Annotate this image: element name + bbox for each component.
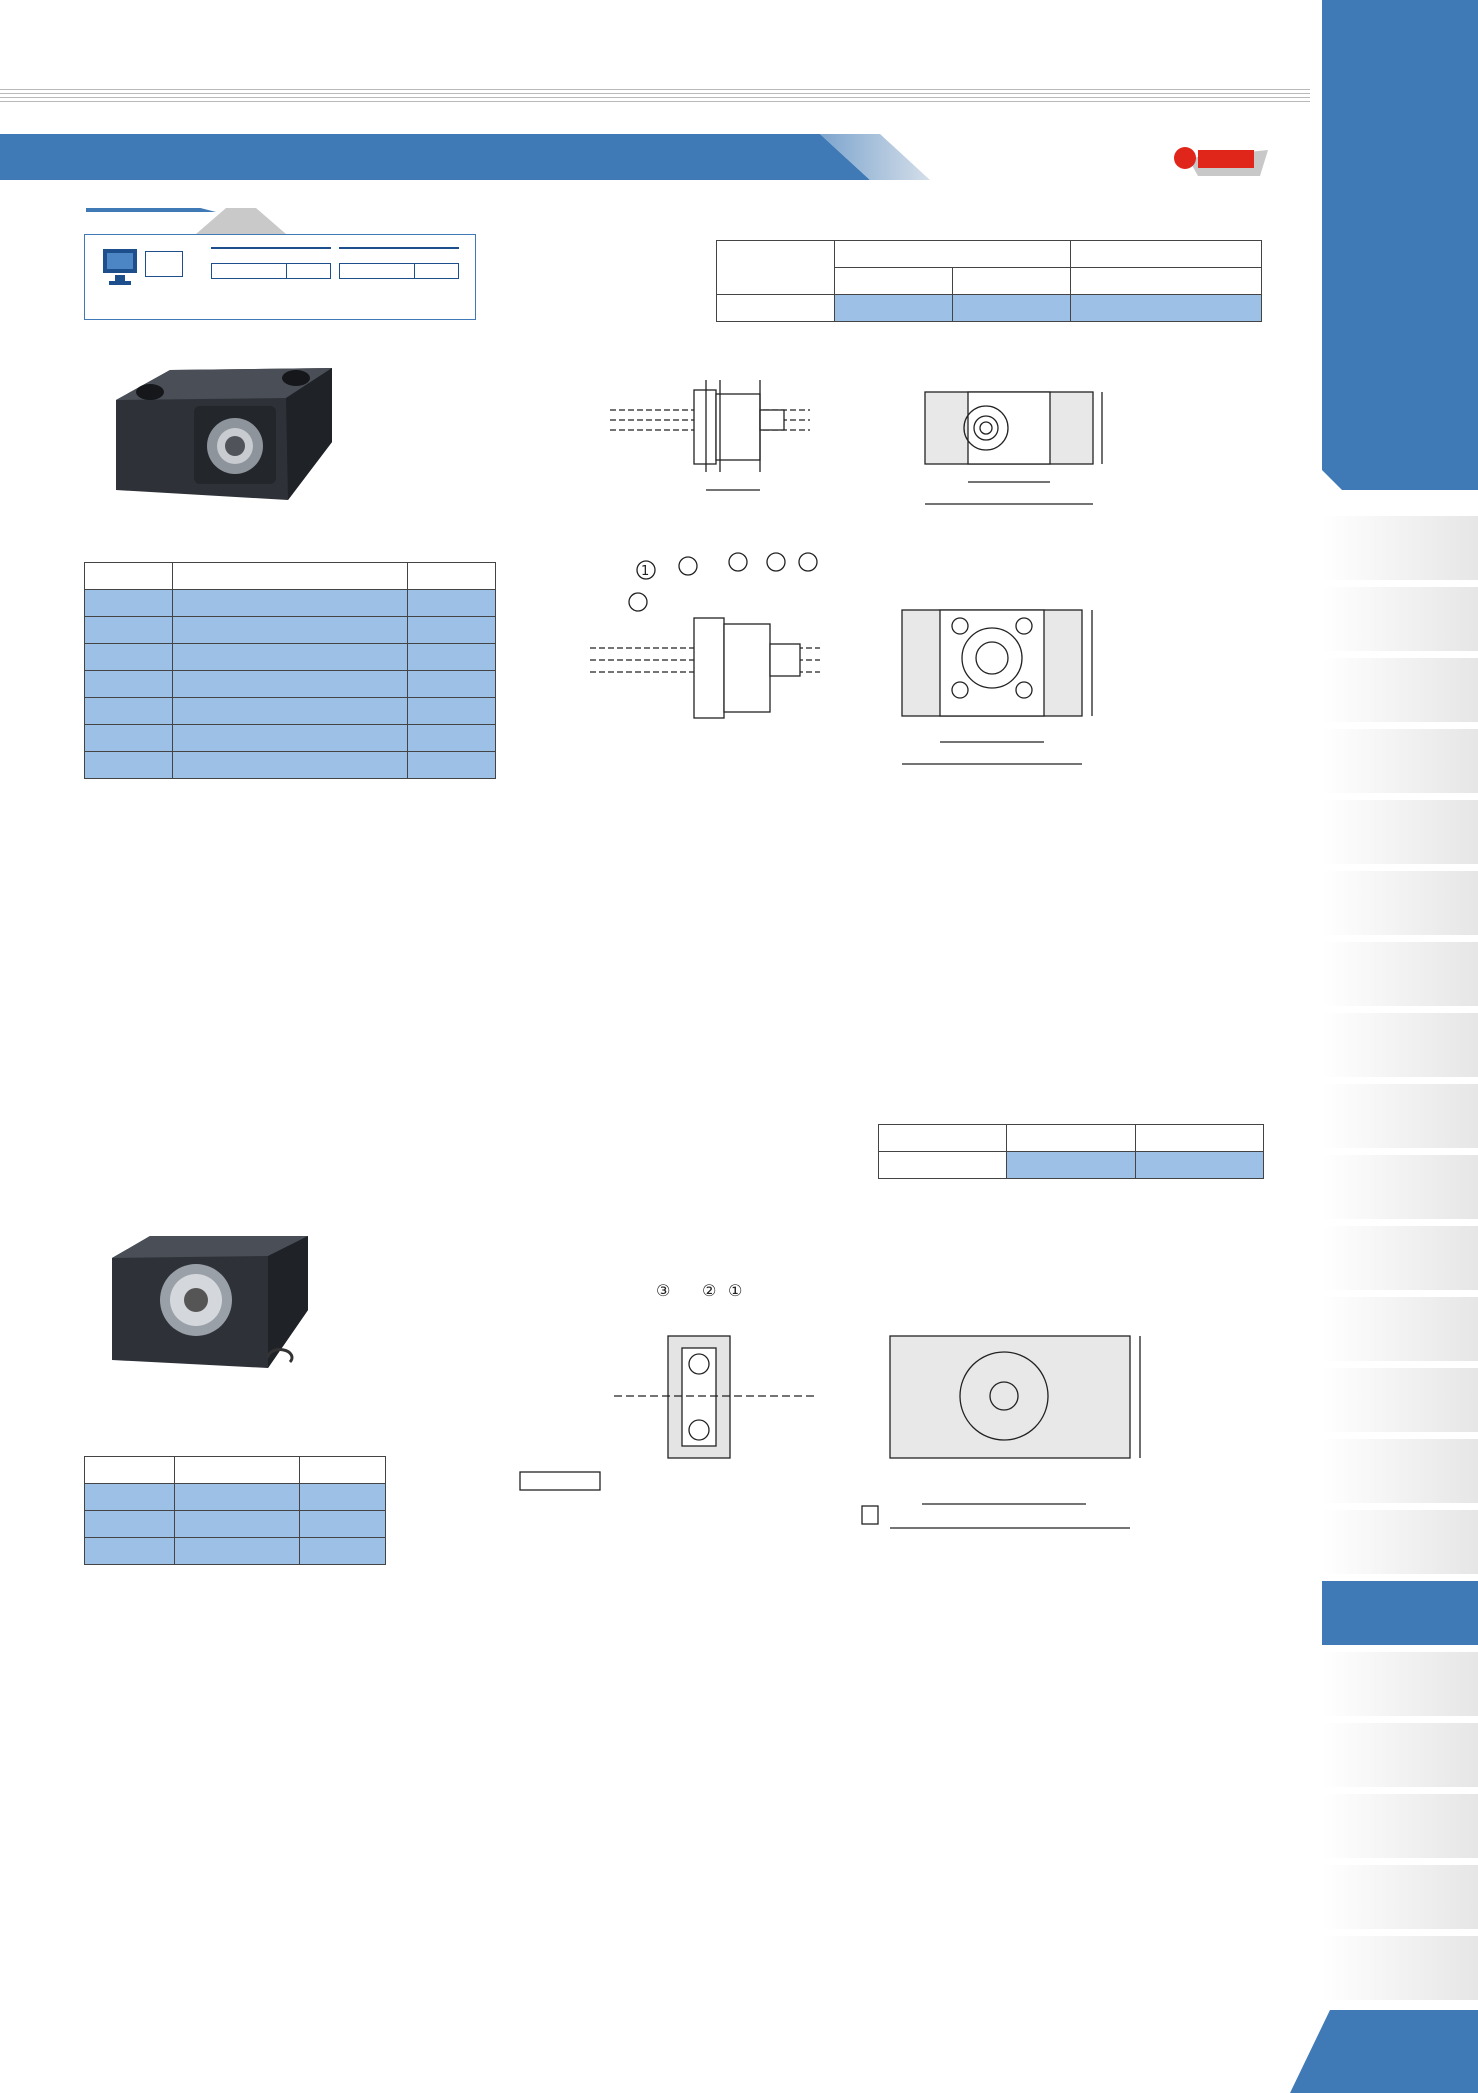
- sidebar-item-11[interactable]: [1322, 1297, 1478, 1361]
- parts2-h-qty: [300, 1457, 386, 1484]
- mat2-h-surf: [1135, 1125, 1263, 1152]
- stripe-decoration: [0, 89, 1310, 105]
- table-cell: [408, 698, 496, 725]
- table-cell: [85, 752, 173, 779]
- parts1-h-name: [173, 563, 408, 590]
- parts2-h-no: [85, 1457, 175, 1484]
- mat1-sub2: [953, 268, 1071, 295]
- table-cell: [300, 1511, 386, 1538]
- sidebar-header: [1322, 0, 1478, 490]
- table-cell: [85, 617, 173, 644]
- mat1-sub3: [1071, 268, 1262, 295]
- page-number: [1290, 2010, 1478, 2093]
- sidebar-item-15[interactable]: [1322, 1581, 1478, 1645]
- sidebar-item-14[interactable]: [1322, 1510, 1478, 1574]
- table-row: [85, 617, 496, 644]
- table-row: [85, 644, 496, 671]
- mat1-m2: [953, 295, 1071, 322]
- sidebar-item-10[interactable]: [1322, 1226, 1478, 1290]
- table-cell: [173, 725, 408, 752]
- sidebar-item-4[interactable]: [1322, 800, 1478, 864]
- table-cell: [85, 725, 173, 752]
- delivery-badge-icon: [1168, 128, 1278, 184]
- ex1-model: [211, 247, 331, 249]
- table-cell: [85, 590, 173, 617]
- table-cell: [408, 617, 496, 644]
- mat2-h-mat: [1007, 1125, 1135, 1152]
- mat1-m1: [835, 295, 953, 322]
- sidebar-item-7[interactable]: [1322, 1013, 1478, 1077]
- ex2-code-h: [340, 264, 414, 278]
- ex2-header: [339, 263, 459, 279]
- guide-box: [84, 234, 476, 320]
- parts1-h-no: [85, 563, 173, 590]
- table-row: [85, 752, 496, 779]
- table-row: [85, 698, 496, 725]
- svg-text:①: ①: [728, 1281, 743, 1300]
- table-cell: [85, 1511, 175, 1538]
- table-row: [85, 1484, 386, 1511]
- product-photo-pbsv: [110, 350, 340, 510]
- table-cell: [408, 590, 496, 617]
- product-photo-pbuv: [110, 1228, 310, 1378]
- sidebar-item-3[interactable]: [1322, 729, 1478, 793]
- ex2-model: [339, 247, 459, 249]
- page-title: [88, 136, 98, 171]
- mat1-sub1: [835, 268, 953, 295]
- sidebar-item-18[interactable]: [1322, 1794, 1478, 1858]
- table-cell: [173, 698, 408, 725]
- mat1-surf: [1071, 295, 1262, 322]
- table-cell: [85, 1538, 175, 1565]
- drawing-pbsv-large: [580, 548, 1200, 780]
- sidebar-item-20[interactable]: [1322, 1936, 1478, 2000]
- computer-icon: [101, 247, 145, 287]
- sidebar-item-9[interactable]: [1322, 1155, 1478, 1219]
- table-row: [85, 1511, 386, 1538]
- sidebar-item-8[interactable]: [1322, 1084, 1478, 1148]
- mat1-h-surf: [1071, 241, 1262, 268]
- sidebar-item-19[interactable]: [1322, 1865, 1478, 1929]
- parts-table-pbsv: [84, 562, 496, 779]
- table-cell: [173, 644, 408, 671]
- mat2-surf: [1135, 1152, 1263, 1179]
- table-row: [85, 590, 496, 617]
- table-row: [85, 671, 496, 698]
- parts1-body: [85, 590, 496, 779]
- svg-text:②: ②: [702, 1281, 717, 1300]
- ex1-header: [211, 263, 331, 279]
- svg-text:1: 1: [641, 564, 650, 579]
- table-cell: [173, 752, 408, 779]
- example-label: [145, 251, 183, 277]
- ex1-no-h: [286, 264, 330, 278]
- sidebar-item-1[interactable]: [1322, 587, 1478, 651]
- material-table-pbsv: [716, 240, 1262, 322]
- table-cell: [85, 1484, 175, 1511]
- table-cell: [175, 1484, 300, 1511]
- parts1-h-qty: [408, 563, 496, 590]
- table-cell: [408, 725, 496, 752]
- sidebar-item-6[interactable]: [1322, 942, 1478, 1006]
- sidebar-item-12[interactable]: [1322, 1368, 1478, 1432]
- svg-text:③: ③: [656, 1281, 671, 1300]
- table-cell: [175, 1538, 300, 1565]
- table-cell: [408, 671, 496, 698]
- sidebar-item-2[interactable]: [1322, 658, 1478, 722]
- parts2-h-name: [175, 1457, 300, 1484]
- sidebar-item-16[interactable]: [1322, 1652, 1478, 1716]
- header-watermark: [0, 84, 1310, 110]
- table-cell: [85, 698, 173, 725]
- table-cell: [85, 644, 173, 671]
- table-row: [85, 1538, 386, 1565]
- table-cell: [85, 671, 173, 698]
- sidebar-item-13[interactable]: [1322, 1439, 1478, 1503]
- drawing-pbsv-small: [610, 340, 1210, 515]
- mat2-code: [879, 1152, 1007, 1179]
- table-cell: [408, 644, 496, 671]
- mat1-h-code: [717, 241, 835, 295]
- table-cell: [300, 1484, 386, 1511]
- mat1-h-mat: [835, 241, 1071, 268]
- sidebar-item-17[interactable]: [1322, 1723, 1478, 1787]
- title-bar: [0, 134, 930, 180]
- parts2-body: [85, 1484, 386, 1565]
- ex2-no-h: [414, 264, 458, 278]
- table-cell: [408, 752, 496, 779]
- parts-table-pbuv: [84, 1456, 386, 1565]
- table-cell: [175, 1511, 300, 1538]
- drawing-pbuv: [514, 1272, 1234, 1538]
- table-cell: [173, 590, 408, 617]
- table-row: [85, 725, 496, 752]
- material-table-pbuv: [878, 1124, 1264, 1179]
- ex1-code-h: [212, 264, 286, 278]
- mat2-mat: [1007, 1152, 1135, 1179]
- mat2-h-code: [879, 1125, 1007, 1152]
- sidebar-item-0[interactable]: [1322, 516, 1478, 580]
- sidebar-item-5[interactable]: [1322, 871, 1478, 935]
- mat1-code: [717, 295, 835, 322]
- table-cell: [173, 671, 408, 698]
- table-cell: [300, 1538, 386, 1565]
- table-cell: [173, 617, 408, 644]
- guide-tag: [86, 208, 216, 212]
